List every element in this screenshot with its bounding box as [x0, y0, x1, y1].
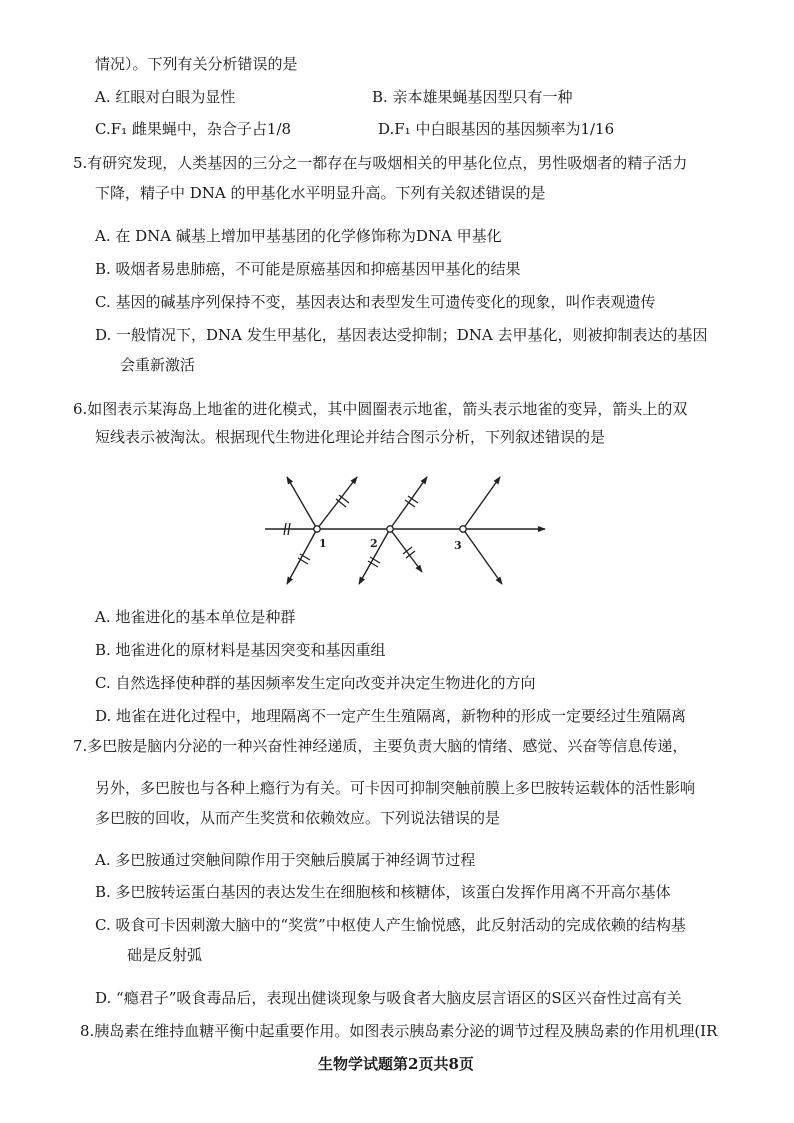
question-6-stem-line-1: 6.如图表示某海岛上地雀的进化模式，其中圆圈表示地雀，箭头表示地雀的变异，箭头上的双: [73, 400, 688, 418]
question-7-stem-line-1: 7.多巴胺是脑内分泌的一种兴奋性神经递质，主要负责大脑的情绪、感觉、兴奋等信息传递，: [73, 737, 688, 755]
finch-node-1: [314, 526, 320, 532]
question-6-stem-line-2: 短线表示被淘汰。根据现代生物进化理论并结合图示分析，下列叙述错误的是: [95, 428, 606, 446]
figure-label-3: 3: [454, 539, 462, 552]
question-fragment-line: 情况）。下列有关分析错误的是: [95, 55, 298, 73]
option-d: D.F₁ 中白眼基因的基因频率为1/16: [378, 120, 615, 138]
question-7-option-b: B. 多巴胺转运蛋白基因的表达发生在细胞核和核糖体，该蛋白发挥作用离不开高尔基体: [95, 883, 671, 901]
question-5-option-d: D. 一般情况下，DNA 发生甲基化，基因表达受抑制；DNA 去甲基化，则被抑制表达的基因: [95, 326, 708, 344]
finch-node-2: [387, 526, 393, 532]
option-c: C.F₁ 雌果蝇中，杂合子占1/8: [95, 120, 292, 138]
question-7-stem-line-2: 另外，多巴胺也与各种上瘾行为有关。可卡因可抑制突触前膜上多巴胺转运载体的活性影响: [95, 779, 696, 797]
question-7-option-a: A. 多巴胺通过突触间隙作用于突触后膜属于神经调节过程: [95, 851, 476, 869]
figure-label-2: 2: [370, 537, 378, 550]
question-5-stem-line-2: 下降，精子中 DNA 的甲基化水平明显升高。下列有关叙述错误的是: [95, 184, 546, 202]
question-7-option-c: C. 吸食可卡因刺激大脑中的“奖赏”中枢使人产生愉悦感，此反射活动的完成依赖的结构基: [95, 916, 686, 934]
finch-evolution-diagram: [262, 470, 552, 600]
question-5-option-d-continued: 会重新激活: [120, 356, 196, 374]
question-7-option-d: D. “瘾君子”吸食毒品后，表现出健谈现象与吸食者大脑皮层言语区的S区兴奋性过高有关: [95, 989, 682, 1007]
question-6-option-a: A. 地雀进化的基本单位是种群: [95, 608, 296, 626]
question-5-stem-line-1: 5.有研究发现，人类基因的三分之一都存在与吸烟相关的甲基化位点，男性吸烟者的精子活力: [73, 154, 688, 172]
question-6-option-d: D. 地雀在进化过程中，地理隔离不一定产生生殖隔离，新物种的形成一定要经过生殖隔离: [95, 707, 687, 725]
finch-node-3: [460, 526, 466, 532]
figure-label-1: 1: [319, 537, 327, 550]
question-5-option-b: B. 吸烟者易患肺癌，不可能是原癌基因和抑癌基因甲基化的结果: [95, 260, 521, 278]
question-6-option-b: B. 地雀进化的原材料是基因突变和基因重组: [95, 641, 386, 659]
question-8-stem-line-1: 8.胰岛素在维持血糖平衡中起重要作用。如图表示胰岛素分泌的调节过程及胰岛素的作用机理(IR: [80, 1022, 718, 1040]
page-footer: 生物学试题第2页共8页: [318, 1055, 474, 1073]
question-5-option-c: C. 基因的碱基序列保持不变，基因表达和表型发生可遗传变化的现象，叫作表观遗传: [95, 293, 656, 311]
question-6-option-c: C. 自然选择使种群的基因频率发生定向改变并决定生物进化的方向: [95, 674, 536, 692]
question-7-stem-line-3: 多巴胺的回收，从而产生奖赏和依赖效应。下列说法错误的是: [95, 809, 501, 827]
question-5-option-a: A. 在 DNA 碱基上增加甲基基团的化学修饰称为DNA 甲基化: [95, 227, 502, 245]
question-7-option-c-continued: 础是反射弧: [127, 946, 203, 964]
option-a: A. 红眼对白眼为显性: [95, 88, 236, 106]
option-b: B. 亲本雄果蝇基因型只有一种: [372, 88, 573, 106]
